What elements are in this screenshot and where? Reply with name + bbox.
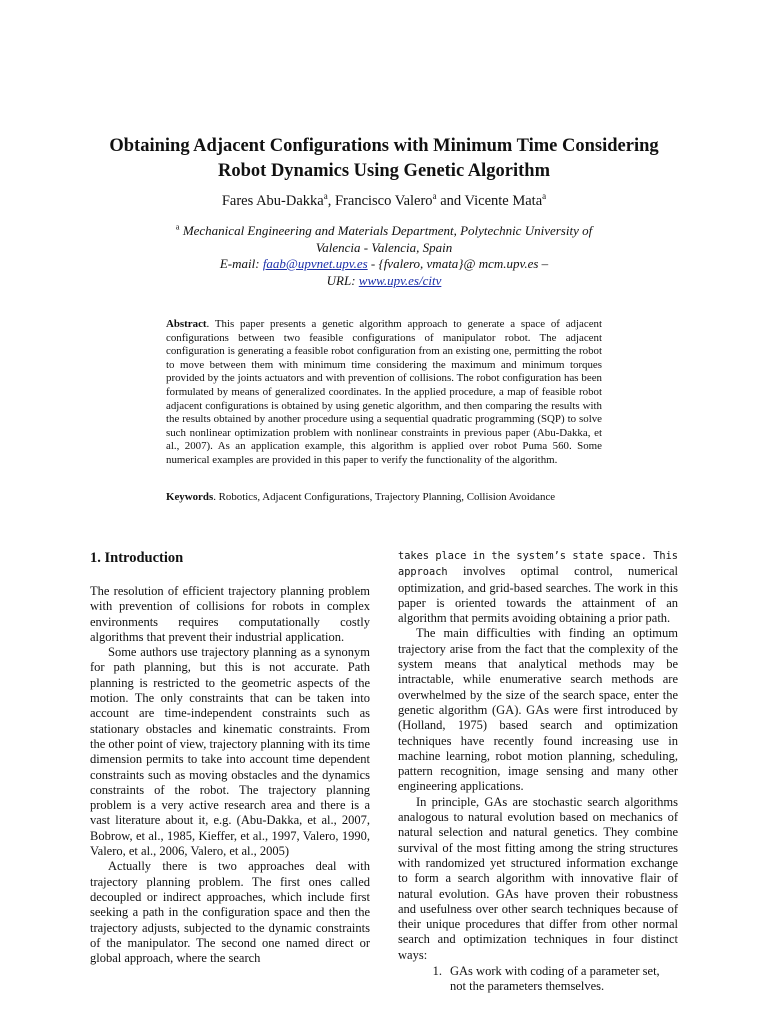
- author-name: Vicente Mata: [464, 193, 543, 209]
- affiliation-marker: a: [323, 191, 328, 202]
- continued-text: takes place in the system’s state space. This approach: [398, 550, 678, 579]
- paragraph: Actually there is two approaches deal with trajectory planning problem. The first ones called decoupled or indirect approaches, which include first seeking a path in the configuration space and then the trajectory adjusts, subjected to the dynamic constraints of the manipulator. The second one named direct or global approach, where the search: [90, 859, 370, 966]
- paragraph-text: involves optimal control, numerical optimization, and grid-based searches. The work in this paper is oriented towards the attainment of an algorithm that permits avoiding obtaining a prior path.: [398, 564, 678, 626]
- affiliation-line-1: [150, 223, 618, 240]
- author-list: [60, 192, 708, 210]
- email-link[interactable]: faab@upvnet.upv.es: [262, 256, 368, 271]
- paragraph: In principle, GAs are stochastic search algorithms analogous to natural evolution based on mechanics of natural selection and natural genetics. They combine survival of the most fitting among the string structures with randomized yet structured information exchange to form a search algorithm with innovative flair of natural evolution. GAs have proven their robustness and usefulness over other search techniques because of their unique procedures that differ from other normal search and optimization techniques in four distinct ways:: [398, 794, 678, 962]
- paragraph: The main difficulties with finding an optimum trajectory arise from the fact that the complexity of the system means that analytical methods may be intractable, while enumerative search methods are overwhelmed by the size of the search space, enter the genetic algorithm (GA). GAs were first introduced by (Holland, 1975) based search and optimization techniques have recently found increasing use in machine learning, robot motion planning, scheduling, pattern recognition, image sensing and many other engineering applications.: [398, 626, 678, 794]
- left-column: [90, 584, 370, 966]
- title-line-1: Obtaining Adjacent Configurations with Minimum Time Considering: [109, 136, 659, 156]
- abstract: [166, 318, 602, 468]
- affiliation-marker: a: [432, 191, 437, 202]
- abstract-label: Abstract: [166, 318, 207, 330]
- paragraph: Some authors use trajectory planning as a synonym for path planning, but this is not accurate. Path planning is restricted to the geometric aspects of the motion. The only constraints that can be taken into account are time-independent constraints such as stationary obstacles and kinematic constraints. From the other point of view, trajectory planning with its time dimension permits to take into account time dependent constraints such as moving obstacles and the dynamics constraints of the robot. The trajectory planning problem is a very active research area and there is a vast literature about it, e.g. (Abu-Dakka, et al., 2007, Bobrow, et al., 1985, Kieffer, et al., 1997, Valero, 1990, Valero, et al., 2006, Valero, et al., 2005): [90, 645, 370, 859]
- affiliation-block: [150, 223, 618, 289]
- author-separator: ,: [327, 193, 335, 209]
- email-suffix: - {fvalero, vmata}@ mcm.upv.es –: [367, 256, 549, 271]
- list-number: 1.: [432, 964, 442, 979]
- keywords-text: . Robotics, Adjacent Configurations, Trajectory Planning, Collision Avoidance: [213, 491, 556, 503]
- paragraph: The resolution of efficient trajectory planning problem with prevention of collisions for robots in complex environments requires computationally costly algorithms that prevent their industrial application.: [90, 584, 370, 644]
- title-line-2: Robot Dynamics Using Genetic Algorithm: [218, 161, 550, 181]
- list-text: GAs work with coding of a parameter set, not the parameters themselves.: [450, 964, 660, 994]
- right-column: [398, 548, 678, 995]
- affiliation-marker: a: [542, 191, 547, 202]
- author-separator: and: [436, 193, 465, 209]
- author-name: Fares Abu-Dakka: [221, 193, 324, 209]
- affiliation-text: Mechanical Engineering and Materials Department, Polytechnic University of: [179, 223, 593, 238]
- affiliation-line-2: Valencia - Valencia, Spain: [315, 239, 453, 255]
- email-line: [150, 256, 618, 273]
- paper-title: [60, 134, 708, 184]
- section-heading: 1. Introduction: [90, 550, 184, 566]
- url-link[interactable]: www.upv.es/citv: [358, 272, 442, 288]
- email-prefix: E-mail:: [219, 256, 263, 271]
- keywords-label: Keywords: [166, 491, 214, 503]
- author-name: Francisco Valero: [334, 193, 433, 209]
- keywords: [166, 490, 602, 504]
- url-line: [150, 273, 618, 290]
- affiliation-marker: a: [175, 221, 180, 232]
- abstract-text: . This paper presents a genetic algorithm approach to generate a space of adjacent configurations between two feasible configurations of manipulator robot. The adjacent configuration is generating a feasible robot configuration from an existing one, permitting the robot to move between them with minimum time considering the maximum and minimum torques provided by the joints actuators and with prevention of collisions. The robot configuration has been formulated by means of generalized coordinates. In the applied procedure, a map of feasible robot adjacent configurations is obtained by using genetic algorithm, and then comparing the results with the results obtained by another procedure using a sequential quadratic programming (SQP) to solve such nonlinear optimization problem with nonlinear constraints in previous paper (Abu-Dakka, et al., 2007). As an application example, this algorithm is applied over robot Puma 560. Some numerical examples are provided in this paper to verify the functionality of the algorithm.: [166, 318, 602, 466]
- paragraph: [398, 548, 678, 626]
- list-item: [398, 964, 678, 995]
- url-prefix: URL:: [326, 272, 359, 288]
